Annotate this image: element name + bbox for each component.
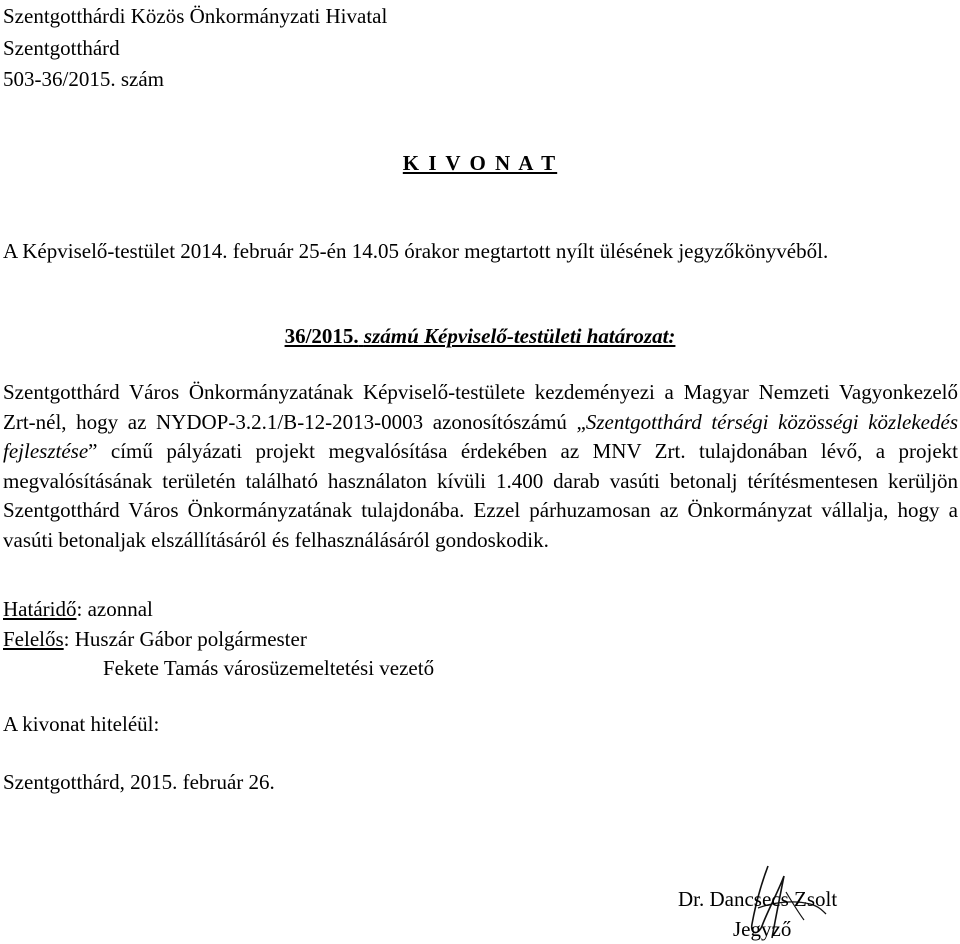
- intro-paragraph: A Képviselő-testület 2014. február 25-én 14.05 órakor megtartott nyílt ülésének jegyzőkönyvéből.: [3, 239, 829, 263]
- deadline-label: Határidő: [3, 597, 77, 621]
- responsible-value-1: : Huszár Gábor polgármester: [63, 627, 307, 651]
- office-city: Szentgotthárd: [3, 36, 120, 60]
- resolution-title: [0, 324, 960, 349]
- body-text-part2: ” című pályázati projekt megvalósítása érdekében az MNV Zrt. tulajdonában lévő, a projekt megvalósításának területén található használaton kívüli 1.400 darab vasúti betonalj térítésmentesen kerüljön Szentgotthárd Város Önkormányzatának tulajdonába. Ezzel párhuzamosan az Önkormányzat vállalja, hogy a vasúti betonaljak elszállításáról és felhasználásáról gondoskodik.: [3, 439, 958, 552]
- office-name: Szentgotthárdi Közös Önkormányzati Hivatal: [3, 4, 388, 28]
- resolution-number: 36/2015.: [284, 324, 359, 348]
- resolution-title-text: számú Képviselő-testületi határozat:: [363, 324, 676, 348]
- authentication-line: A kivonat hiteléül:: [3, 712, 160, 736]
- responsible: [3, 627, 307, 652]
- responsible-label: Felelős: [3, 627, 64, 651]
- place-date: Szentgotthárd, 2015. február 26.: [3, 770, 275, 794]
- resolution-body: [3, 378, 958, 555]
- reference-number: 503-36/2015. szám: [3, 67, 164, 91]
- responsible-value-2: Fekete Tamás városüzemeltetési vezető: [103, 656, 435, 680]
- signatory-name: Dr. Dancsecs Zsolt: [678, 887, 838, 911]
- deadline: [3, 597, 153, 622]
- project-name: Szentgotthárd térségi közösségi közlekedés fejlesztése: [3, 409, 958, 463]
- body-text-part1: Szentgotthárd Város Önkormányzatának Képviselő-testülete kezdeményezi a Magyar Nemzeti Vagyonkezelő Zrt-nél, hogy az NYDOP-3.2.1/B-12-2013-0003 azonosítószámú „: [3, 380, 958, 434]
- signatory-title: Jegyző: [733, 917, 792, 941]
- document-title: K I V O N A T: [402, 151, 558, 175]
- deadline-value: : azonnal: [76, 597, 153, 621]
